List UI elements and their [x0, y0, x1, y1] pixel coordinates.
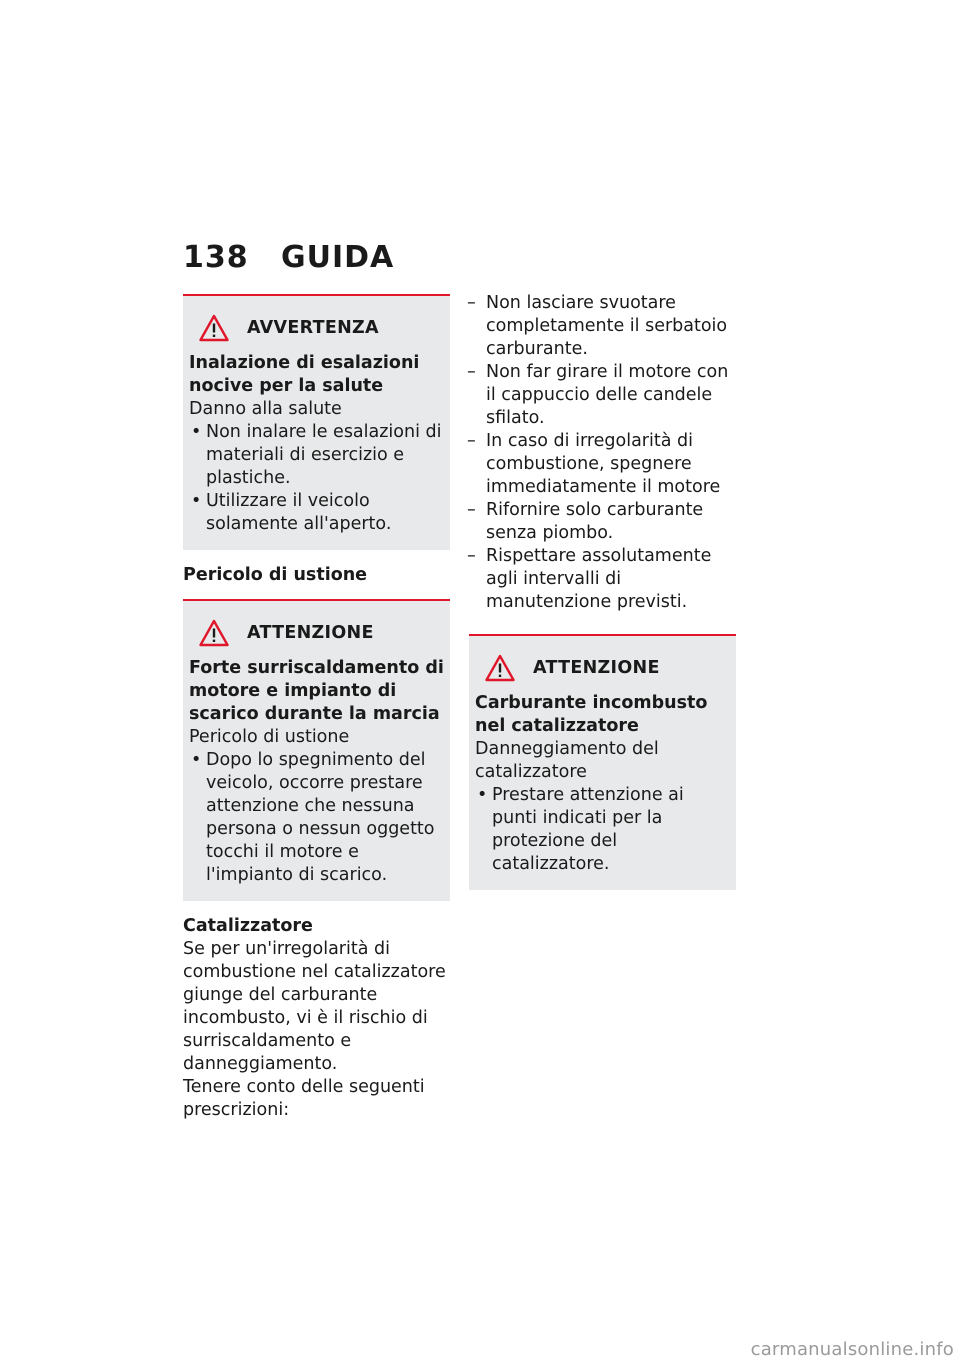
warning-title: Inalazione di esalazioni nocive per la salute	[189, 353, 420, 396]
watermark-link[interactable]: carmanualsonline.info	[750, 1339, 954, 1360]
warning-triangle-icon	[199, 619, 229, 647]
heading-catalyst: Catalizzatore	[183, 916, 313, 936]
warning-box	[183, 294, 450, 550]
caution-box-burn	[183, 599, 450, 901]
right-column	[469, 292, 736, 890]
list-item: – Non lasciare svuotare completamente il serbatoio carburante.	[469, 292, 736, 361]
caution-title: Forte surriscaldamento di motore e impianto di scarico durante la marcia	[189, 658, 444, 724]
list-item: – Rifornire solo carburante senza piombo.	[469, 499, 736, 545]
list-item: • Dopo lo spegnimento del veicolo, occorre prestare attenzione che nessuna persona o nessun oggetto tocchi il motore e l'impianto di scarico.	[189, 749, 444, 887]
instruction-list	[469, 292, 736, 614]
caution-consequence: Pericolo di ustione	[189, 727, 350, 747]
heading-burn-danger: Pericolo di ustione	[183, 565, 368, 585]
caution-label: ATTENZIONE	[247, 623, 374, 643]
page-number: 138	[183, 240, 249, 275]
paragraph: Se per un'irregolarità di combustione nel catalizzatore giunge del carburante incombusto, vi è il rischio di surriscaldamento e danneggiamento.	[183, 939, 446, 1074]
list-item: • Prestare attenzione ai punti indicati per la protezione del catalizzatore.	[475, 784, 730, 876]
warning-label: AVVERTENZA	[247, 318, 379, 338]
warning-consequence: Danno alla salute	[189, 399, 342, 419]
caution-list	[475, 784, 730, 876]
left-column	[183, 294, 450, 1122]
list-item: – Rispettare assolutamente agli intervalli di manutenzione previsti.	[469, 545, 736, 614]
list-item: • Utilizzare il veicolo solamente all'aperto.	[189, 490, 444, 536]
caution-consequence: Danneggiamento del catalizzatore	[475, 739, 659, 782]
list-item: – Non far girare il motore con il cappuccio delle candele sfilato.	[469, 361, 736, 430]
caution-box-catalyst	[469, 634, 736, 890]
list-item: • Non inalare le esalazioni di materiali di esercizio e plastiche.	[189, 421, 444, 490]
warning-triangle-icon	[485, 654, 515, 682]
paragraph: Tenere conto delle seguenti prescrizioni:	[183, 1077, 425, 1120]
warning-triangle-icon	[199, 314, 229, 342]
caution-title: Carburante incombusto nel catalizzatore	[475, 693, 708, 736]
caution-label: ATTENZIONE	[533, 658, 660, 678]
section-title: GUIDA	[281, 240, 395, 275]
page-header	[183, 240, 394, 275]
warning-list	[189, 421, 444, 536]
list-item: – In caso di irregolarità di combustione, spegnere immediatamente il motore	[469, 430, 736, 499]
caution-list	[189, 749, 444, 887]
